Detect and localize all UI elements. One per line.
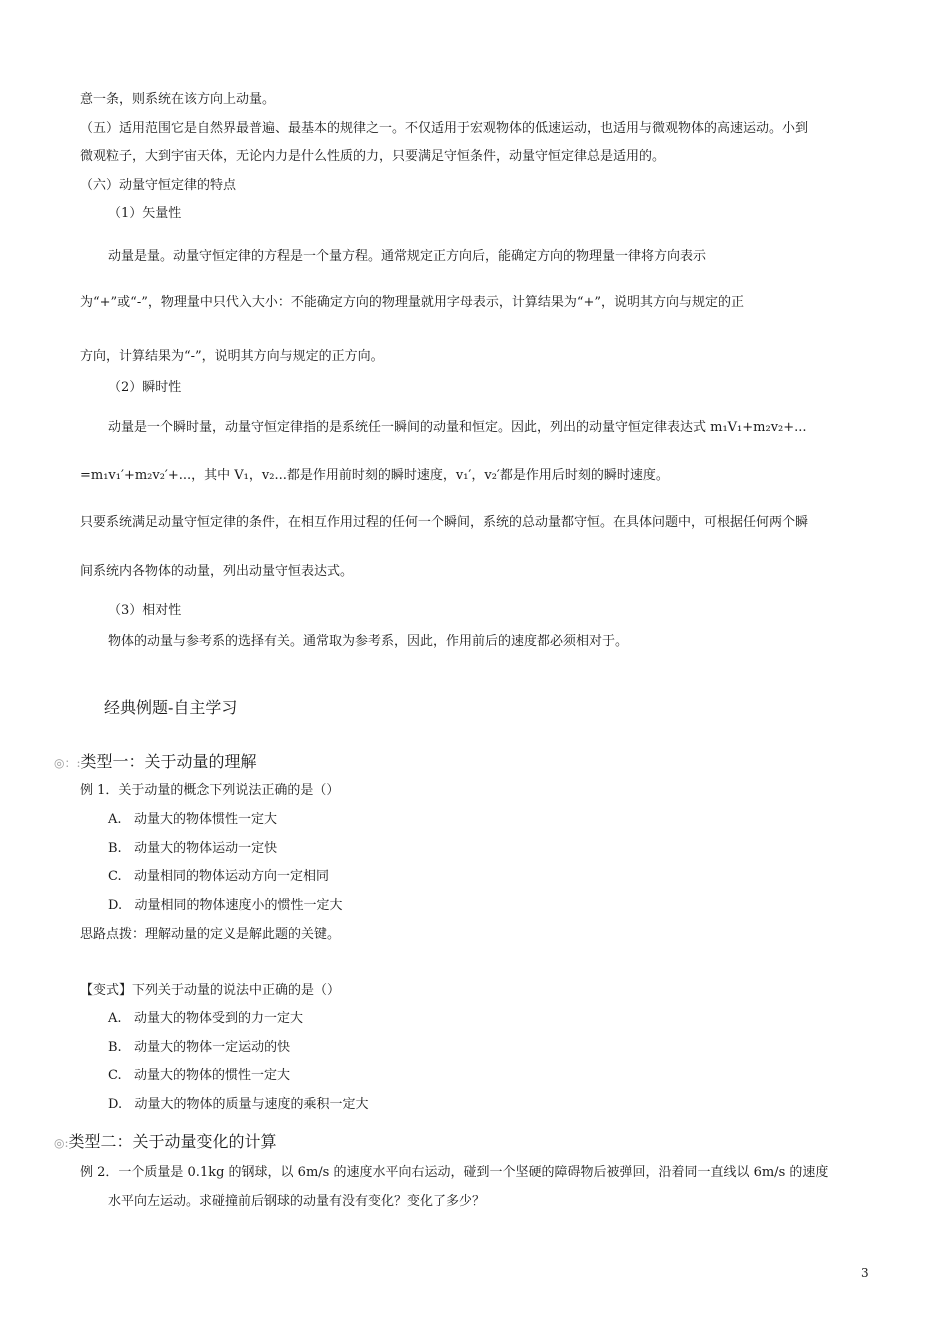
type2-heading: 类型二：关于动量变化的计算 (68, 1132, 277, 1151)
text-line: =m₁v₁′+m₂v₂′+...，其中 V₁，v₂...都是作用前时刻的瞬时速度，v₁′，v₂′都是作用后时刻的瞬时速度。 (80, 468, 669, 483)
section-heading: 经典例题-自主学习 (104, 698, 238, 717)
option (108, 869, 329, 885)
hint-text: 思路点拨：理解动量的定义是解此题的关键。 (80, 927, 341, 942)
type2-heading-row (54, 1132, 277, 1153)
option-letter: C. (108, 1068, 122, 1083)
text-line: 方向，计算结果为“-”，说明其方向与规定的正方向。 (80, 349, 384, 364)
option-text: 动量大的物体一定运动的快 (134, 1040, 291, 1055)
option-letter: B. (108, 1040, 122, 1055)
text-line: 为“+”或“-”，物理量中只代入大小：不能确定方向的物理量就用字母表示，计算结果为“+”，说明其方向与规定的正 (80, 295, 745, 310)
text-line: 只要系统满足动量守恒定律的条件，在相互作用过程的任何一个瞬间，系统的总动量都守恒。在具体问题中，可根据任何两个瞬 (80, 515, 809, 530)
option-letter: B. (108, 841, 122, 856)
option-letter: A. (108, 812, 122, 827)
option-letter: A. (108, 1011, 122, 1026)
text-line: 动量是一个瞬时量，动量守恒定律指的是系统任一瞬间的动量和恒定。因此，列出的动量守恒定律表达式 m₁V₁+m₂v₂+... (108, 420, 807, 435)
option (108, 841, 277, 857)
bullet-marker: ◎：: (54, 756, 81, 770)
text-line: 间系统内各物体的动量，列出动量守恒表达式。 (80, 564, 354, 579)
option-letter: D. (108, 1097, 123, 1112)
text-line: 动量是量。动量守恒定律的方程是一个量方程。通常规定正方向后，能确定方向的物理量一律将方向表示 (108, 249, 707, 264)
option-text: 动量大的物体运动一定快 (134, 841, 278, 856)
option-text: 动量相同的物体速度小的惯性一定大 (134, 898, 343, 913)
example-question: 例 2．一个质量是 0.1kg 的钢球，以 6m/s 的速度水平向右运动，碰到一个坚硬的障碍物后被弹回，沿着同一直线以 6m/s 的速度 (80, 1165, 829, 1180)
option (108, 1068, 290, 1084)
option-text: 动量大的物体的质量与速度的乘积一定大 (134, 1097, 369, 1112)
example-question-cont: 水平向左运动。求碰撞前后钢球的动量有没有变化？变化了多少？ (108, 1194, 486, 1209)
text-line: 微观粒子，大到宇宙天体，无论内力是什么性质的力，只要满足守恒条件，动量守恒定律总是适用的。 (80, 149, 666, 164)
variant-question: 【变式】下列关于动量的说法中正确的是（） (80, 983, 341, 998)
subheading: （3）相对性 (108, 603, 182, 618)
page-number: 3 (861, 1266, 869, 1280)
text-line: （六）动量守恒定律的特点 (80, 178, 237, 193)
option-text: 动量大的物体惯性一定大 (133, 812, 277, 827)
option (108, 1011, 303, 1027)
option (108, 812, 277, 828)
subheading: （2）瞬时性 (108, 380, 182, 395)
option (108, 1040, 290, 1056)
type1-heading: 类型一：关于动量的理解 (80, 752, 257, 771)
type1-heading-row (54, 752, 257, 773)
option-text: 动量大的物体的惯性一定大 (134, 1068, 291, 1083)
text-line: （五）适用范围它是自然界最普遍、最基本的规律之一。不仅适用于宏观物体的低速运动，也适用与微观物体的高速运动。小到 (80, 121, 809, 136)
subheading: （1）矢量性 (108, 206, 182, 221)
option (108, 1097, 369, 1113)
option-text: 动量相同的物体运动方向一定相同 (134, 869, 330, 884)
text-line: 意一条，则系统在该方向上动量。 (80, 92, 276, 107)
text-line: 物体的动量与参考系的选择有关。通常取为参考系，因此，作用前后的速度都必须相对于。 (108, 634, 629, 649)
option-letter: D. (108, 898, 123, 913)
bullet-marker: ◎: (54, 1136, 69, 1150)
option-letter: C. (108, 869, 122, 884)
option-text: 动量大的物体受到的力一定大 (133, 1011, 303, 1026)
option (108, 898, 343, 914)
example-question: 例 1．关于动量的概念下列说法正确的是（） (80, 783, 340, 798)
